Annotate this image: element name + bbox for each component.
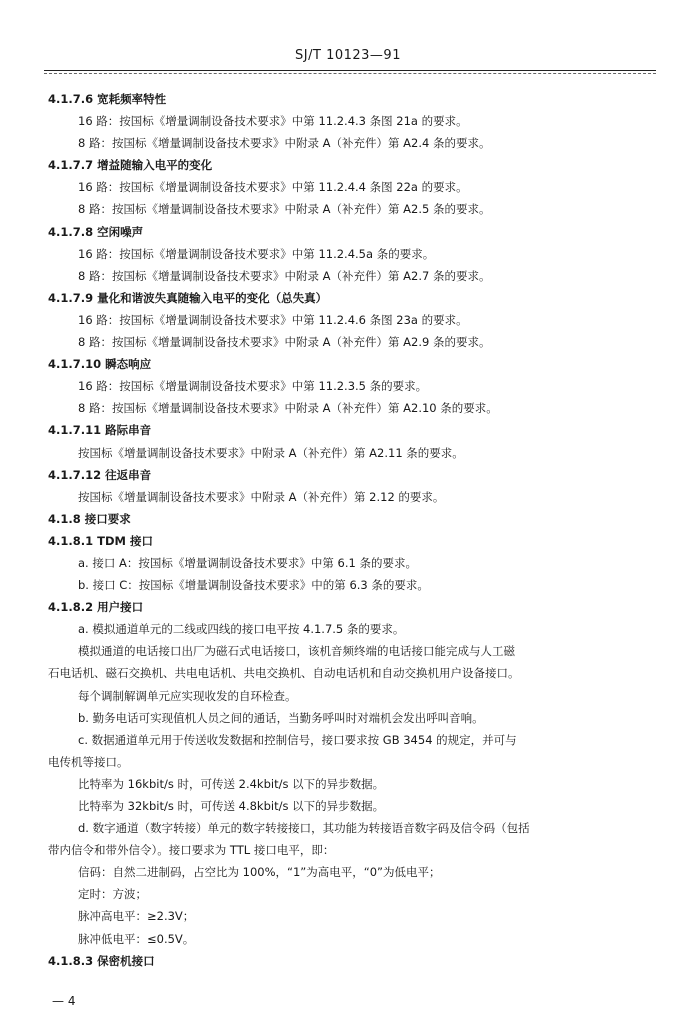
body-text-line: 比特率为 16kbit/s 时，可传送 2.4kbit/s 以下的异步数据。 <box>78 776 385 791</box>
body-text-line: 模拟通道的电话接口出厂为磁石式电话接口，该机音频终端的电话接口能完成与人工磁 <box>78 644 515 659</box>
body-text-line: 按国标《增量调制设备技术要求》中附录 A（补充件）第 2.12 的要求。 <box>78 489 445 504</box>
section-heading: 4.1.7.6 宽耗频率特性 <box>48 92 167 106</box>
body-text-line: 电传机等接口。 <box>48 754 129 769</box>
section-heading: 4.1.8.1 TDM 接口 <box>48 533 153 548</box>
section-heading: 4.1.7.10 瞬态响应 <box>48 357 152 372</box>
body-text-line: c. 数据通道单元用于传送收发数据和控制信号，接口要求按 GB 3454 的规定，并可与 <box>78 732 517 747</box>
page-number: — 4 <box>52 994 76 1008</box>
section-heading: 4.1.7.11 路际串音 <box>48 423 152 438</box>
section-heading: 4.1.7.9 量化和谐波失真随输入电平的变化（总失真） <box>48 290 328 305</box>
body-text-line: 16 路：按国标《增量调制设备技术要求》中第 11.2.3.5 条的要求。 <box>78 379 428 394</box>
body-text-line: d. 数字通道（数字转接）单元的数字转接接口，其功能为转接语音数字码及信令码（包括 <box>78 821 530 836</box>
document-body <box>48 88 658 972</box>
body-text-line: 16 路：按国标《增量调制设备技术要求》中第 11.2.4.6 条图 23a 的要求。 <box>78 312 468 327</box>
body-text-line: 8 路：按国标《增量调制设备技术要求》中附录 A（补充件）第 A2.4 条的要求。 <box>78 136 491 151</box>
section-heading: 4.1.7.8 空闲噪声 <box>48 224 144 239</box>
section-heading: 4.1.8 接口要求 <box>48 511 131 526</box>
section-heading: 4.1.7.12 往返串音 <box>48 467 152 482</box>
body-text-line: 每个调制解调单元应实现收发的自环检查。 <box>78 688 297 703</box>
body-text-line: 8 路：按国标《增量调制设备技术要求》中附录 A（补充件）第 A2.7 条的要求。 <box>78 268 491 283</box>
body-text-line: 16 路：按国标《增量调制设备技术要求》中第 11.2.4.4 条图 22a 的要求。 <box>78 180 468 195</box>
section-heading: 4.1.8.2 用户接口 <box>48 600 144 615</box>
section-heading: 4.1.7.7 增益随输入电平的变化 <box>48 158 213 173</box>
body-text-line: 8 路：按国标《增量调制设备技术要求》中附录 A（补充件）第 A2.9 条的要求。 <box>78 335 491 350</box>
body-text-line: 比特率为 32kbit/s 时，可传送 4.8kbit/s 以下的异步数据。 <box>78 799 385 813</box>
body-text-line: 脉冲高电平：≥2.3V； <box>78 909 195 924</box>
body-text-line: a. 模拟通道单元的二线或四线的接口电平按 4.1.7.5 条的要求。 <box>78 622 405 637</box>
standard-number-header: SJ/T 10123—91 <box>295 48 401 63</box>
body-text-line: 按国标《增量调制设备技术要求》中附录 A（补充件）第 A2.11 条的要求。 <box>78 445 464 460</box>
body-text-line: 带内信令和带外信令）。接口要求为 TTL 接口电平，即： <box>48 843 335 858</box>
section-heading: 4.1.8.3 保密机接口 <box>48 953 155 968</box>
header-divider <box>44 70 656 71</box>
body-text-line: 16 路：按国标《增量调制设备技术要求》中第 11.2.4.3 条图 21a 的要求。 <box>78 114 468 129</box>
body-text-line: 石电话机、磁石交换机、共电电话机、共电交换机、自动电话机和自动交换机用户设备接口。 <box>48 666 520 681</box>
body-text-line: 信码：自然二进制码，占空比为 100%，“1”为高电平，“0”为低电平； <box>78 865 441 880</box>
body-text-line: 定时：方波； <box>78 887 147 902</box>
body-text-line: 16 路：按国标《增量调制设备技术要求》中第 11.2.4.5a 条的要求。 <box>78 246 435 261</box>
body-text-line: 8 路：按国标《增量调制设备技术要求》中附录 A（补充件）第 A2.5 条的要求。 <box>78 202 491 217</box>
body-text-line: 8 路：按国标《增量调制设备技术要求》中附录 A（补充件）第 A2.10 条的要求。 <box>78 401 498 416</box>
body-text-line: b. 勤务电话可实现值机人员之间的通话，当勤务呼叫时对端机会发出呼叫音响。 <box>78 710 484 725</box>
body-text-line: 脉冲低电平：≤0.5V。 <box>78 931 195 946</box>
body-text-line: a. 接口 A：按国标《增量调制设备技术要求》中第 6.1 条的要求。 <box>78 555 417 570</box>
body-text-line: b. 接口 C：按国标《增量调制设备技术要求》中的第 6.3 条的要求。 <box>78 578 429 593</box>
header-divider-secondary <box>44 73 656 74</box>
